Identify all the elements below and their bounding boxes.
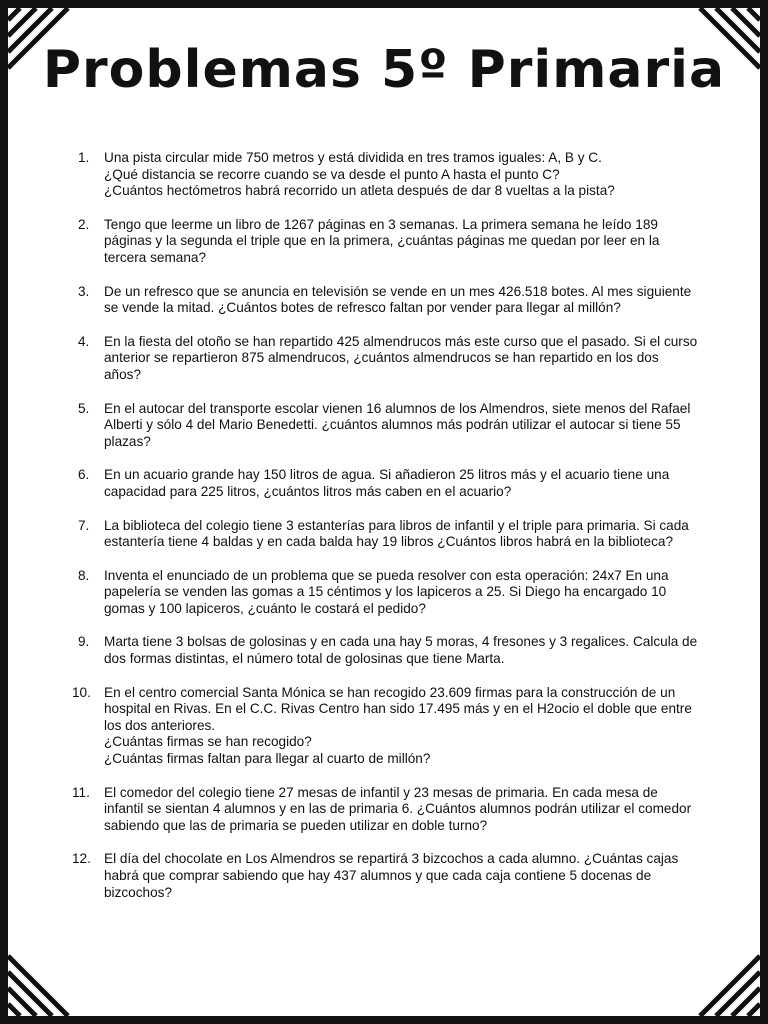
problem-text: páginas y la segunda el triple que en la primera, ¿cuántas páginas me quedan por leer en la [104,233,660,249]
problem-number: 8. [78,567,90,583]
problem-item [72,284,722,317]
problem-text: En la fiesta del otoño se han repartido 425 almendrucos más este curso que el pasado. Si el curso [104,333,698,349]
problem-text: ¿Cuántas firmas se han recogido? [104,734,312,750]
problem-number: 5. [78,400,90,416]
problem-text: infantil se sientan 4 alumnos y en las de primaria 6. ¿Cuántos alumnos podrán utilizar el comedor [104,801,692,817]
problem-item [72,217,722,267]
problem-text: ¿Cuántos hectómetros habrá recorrido un atleta después de dar 8 vueltas a la pista? [104,183,615,199]
problem-text: Inventa el enunciado de un problema que se pueda resolver con esta operación: 24x7 En una [104,567,669,583]
problem-number: 1. [78,150,90,165]
problem-item [72,685,722,768]
problem-item [72,334,722,384]
problem-text: Una pista circular mide 750 metros y está dividida en tres tramos iguales: A, B y C. [104,150,602,165]
problem-text: Marta tiene 3 bolsas de golosinas y en cada una hay 5 moras, 4 fresones y 3 regalices. Calcula de [104,634,698,650]
problem-item [72,401,722,451]
problem-text: gomas y 100 lapiceros, ¿cuánto le costará el pedido? [104,600,426,616]
corner-stripes-bottom-right [696,952,760,1016]
problem-text: El comedor del colegio tiene 27 mesas de infantil y 23 mesas de primaria. En cada mesa de [104,784,658,800]
problem-text: ¿Qué distancia se recorre cuando se va desde el punto A hasta el punto C? [104,166,560,182]
problem-text: En el autocar del transporte escolar vienen 16 alumnos de los Almendros, siete menos del Rafael [104,400,691,416]
problem-number: 7. [78,517,90,533]
problem-number: 11. [72,784,90,800]
problem-number: 9. [78,634,90,650]
problem-text: plazas? [104,433,151,449]
problem-item [72,851,722,901]
page-title: Problemas 5º Primaria [42,40,726,100]
problem-number: 3. [78,283,90,299]
problem-text: dos formas distintas, el número total de golosinas que tiene Marta. [104,651,505,667]
problem-text: La biblioteca del colegio tiene 3 estanterías para libros de infantil y el triple para primaria. Si cada [104,517,689,533]
problem-item [72,634,722,667]
problem-text: bizcochos? [104,884,173,900]
problem-text: ¿Cuántas firmas faltan para llegar al cuarto de millón? [104,751,431,767]
problem-text: En un acuario grande hay 150 litros de agua. Si añadieron 25 litros más y el acuario tiene una [104,467,670,483]
problem-text: Alberti y sólo 4 del Mario Benedetti. ¿cuántos alumnos más podrán utilizar el autocar si tiene 55 [104,417,681,433]
corner-stripes-bottom-left [8,952,72,1016]
problem-number: 10. [72,684,91,700]
problem-text: papelería se venden las gomas a 15 céntimos y los lapiceros a 25. Si Diego ha encargado 10 [104,584,667,600]
problem-text: estantería tiene 4 baldas y en cada balda hay 19 libros ¿Cuántos libros habrá en la biblioteca? [104,534,674,550]
problem-item [72,150,722,200]
problem-text: En el centro comercial Santa Mónica se han recogido 23.609 firmas para la construcción de un [104,684,676,700]
problem-text: años? [104,366,142,382]
problem-number: 12. [72,851,91,867]
problem-text: se vende la mitad. ¿Cuántos botes de refresco faltan por vender para llegar al millón? [104,300,621,316]
problem-text: los dos anteriores. [104,717,216,733]
problem-text: capacidad para 225 litros, ¿cuántos litros más caben en el acuario? [104,483,512,499]
problem-text: anterior se repartieron 875 almendrucos, ¿cuántos almendrucos se han repartido en los dos [104,350,659,366]
problem-text: De un refresco que se anuncia en televisión se vende en un mes 426.518 botes. Al mes siguiente [104,283,692,299]
problem-text: hospital en Rivas. En el C.C. Rivas Centro han sido 17.495 más y en el H2ocio el doble que entre [104,701,692,717]
problem-text: Tengo que leerme un libro de 1267 páginas en 3 semanas. La primera semana he leído 189 [104,216,658,232]
problem-item [72,467,722,500]
problem-text: habrá que comprar sabiendo que hay 437 alumnos y que cada caja contiene 5 docenas de [104,868,652,883]
problem-text: tercera semana? [104,249,207,265]
problem-item [72,785,722,835]
problem-number: 4. [78,333,90,349]
problem-list [72,150,722,918]
problem-item [72,518,722,551]
problem-number: 2. [78,216,90,232]
problem-item [72,568,722,618]
problem-number: 6. [78,467,90,483]
problem-text: sabiendo que las de primaria se pueden utilizar en doble turno? [104,817,488,833]
problem-text: El día del chocolate en Los Almendros se repartirá 3 bizcochos a cada alumno. ¿Cuántas cajas [104,851,679,867]
